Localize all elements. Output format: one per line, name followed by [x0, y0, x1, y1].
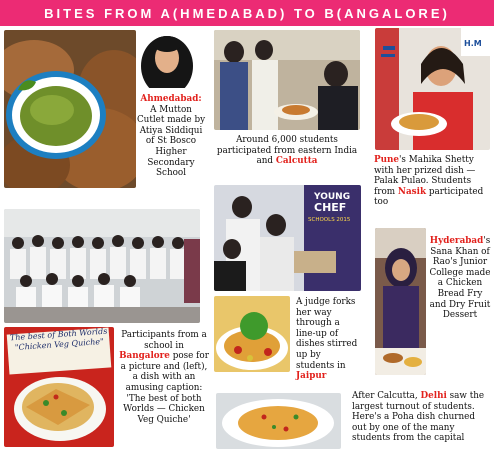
caption-jaipur-text: A judge forks her way through a line-up of dishes stirred up by students in	[296, 297, 358, 371]
caption-delhi-text1: After Calcutta,	[352, 391, 418, 401]
caption-ahmedabad	[136, 94, 206, 179]
photo-banner-chef: CHEF	[314, 201, 347, 214]
photo-ahmedabad-cutlet	[4, 30, 136, 188]
caption-ahmedabad-text: A Mutton Cutlet made by Atiya Siddiqui of St Bosco Higher Secondary School	[136, 104, 206, 179]
caption-bangalore-text1: Participants from a school in	[121, 330, 207, 351]
banner-title: BITES FROM A(HMEDABAD) TO B(ANGALORE)	[44, 5, 450, 21]
caption-pune-text2: participated too	[374, 186, 484, 208]
photo-banner-schools: SCHOOLS 2015	[308, 217, 351, 223]
caption-pune-place2: Nasik	[397, 186, 427, 197]
caption-hyderabad	[428, 236, 492, 321]
caption-hyderabad-place: Hyderabad	[429, 236, 484, 246]
caption-hyderabad-text: 's Sana Khan of Rao's Junior College made a Chicken Bread Fry and Dry Fruit Dessert	[429, 236, 491, 321]
caption-calcutta-text: Around 6,000 students participated from eastern India and	[216, 135, 358, 167]
photo-atiya-portrait	[139, 30, 196, 88]
photo-banner-young: YOUNG	[314, 192, 351, 202]
caption-pune-text1: 's Mahika Shetty with her prized dish — Palak Pulao. Students from	[374, 155, 476, 197]
caption-bangalore-text2: pose for a picture and (left), a dish with an amusing caption: 'The best of both Worlds — Chicken Veg Quiche'	[120, 351, 209, 425]
photo-delhi-poha	[216, 393, 341, 449]
photo-hm-logo: H.M	[464, 39, 482, 48]
caption-ahmedabad-place: Ahmedabad:	[140, 94, 202, 104]
caption-delhi	[352, 391, 492, 444]
caption-bangalore	[118, 330, 210, 425]
caption-jaipur-place: Jaipur	[296, 371, 327, 382]
caption-jaipur	[296, 297, 358, 382]
caption-pune-place: Pune	[374, 155, 400, 165]
caption-pune	[374, 155, 492, 208]
caption-delhi-place: Delhi	[420, 391, 447, 401]
quiche-card-label: The best of Both Worlds "Chicken Veg Quiche"	[9, 326, 108, 353]
photo-young-chef-students	[214, 185, 361, 291]
caption-bangalore-place: Bangalore	[119, 351, 170, 362]
caption-calcutta-place: Calcutta	[275, 156, 318, 167]
photo-calcutta-judges	[214, 30, 360, 130]
photo-pune-mahika	[375, 28, 490, 150]
caption-calcutta	[214, 135, 360, 167]
page-banner	[0, 0, 494, 26]
caption-delhi-text2: saw the largest turnout of students. Here's a Poha dish churned out by one of the many students from the capital	[352, 391, 485, 444]
photo-jaipur-dishes	[214, 296, 290, 372]
photo-bangalore-group	[4, 209, 200, 323]
photo-hyderabad-sana	[375, 228, 426, 375]
